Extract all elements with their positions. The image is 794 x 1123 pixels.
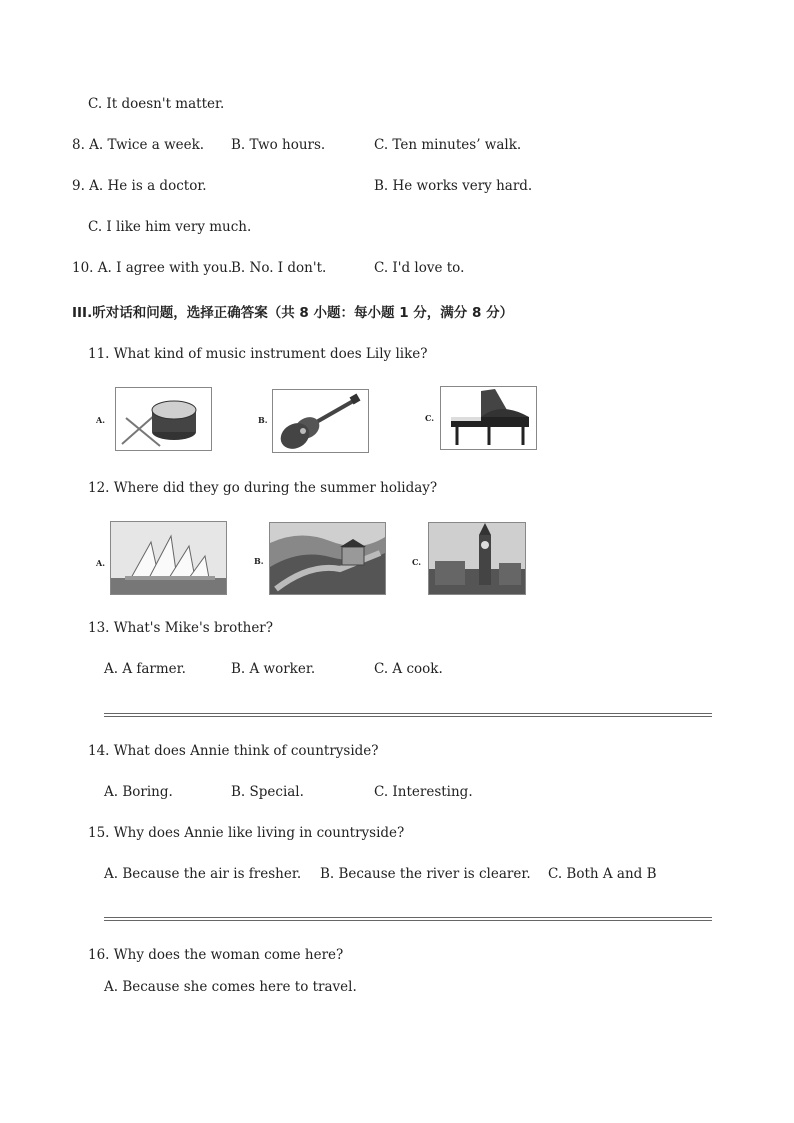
section-title: III.听对话和问题，选择正确答案（共 8 小题：每小题 1 分，满分 8 分）: [72, 305, 514, 321]
q13-option-a: A. A farmer.: [104, 661, 186, 677]
q16-option-a: A. Because she comes here to travel.: [104, 979, 357, 995]
q14-option-a: A. Boring.: [104, 784, 173, 800]
q11-option-a-letter: A.: [96, 415, 105, 425]
q13-option-b: B. A worker.: [231, 661, 316, 677]
q8-option-b: B. Two hours.: [231, 137, 326, 153]
q16-question: 16. Why does the woman come here?: [88, 947, 344, 963]
guitar-icon: [272, 389, 369, 453]
q7-option-c: C. It doesn't matter.: [88, 96, 225, 112]
q14-option-b: B. Special.: [231, 784, 304, 800]
q15-option-a: A. Because the air is fresher.: [104, 866, 302, 882]
q10-option-a: 10. A. I agree with you.: [72, 260, 233, 276]
q11-option-b-letter: B.: [258, 415, 268, 425]
q11-question: 11. What kind of music instrument does Lily like?: [88, 346, 428, 362]
divider-rule: [104, 917, 712, 921]
q14-option-c: C. Interesting.: [374, 784, 473, 800]
big-ben-icon: [428, 522, 526, 595]
divider-rule: [104, 713, 712, 717]
q10-option-c: C. I'd love to.: [374, 260, 465, 276]
q13-option-c: C. A cook.: [374, 661, 443, 677]
q13-question: 13. What's Mike's brother?: [88, 620, 273, 636]
q15-option-c: C. Both A and B: [548, 866, 657, 882]
q10-option-b: B. No. I don't.: [231, 260, 327, 276]
piano-icon: [440, 386, 537, 450]
q15-question: 15. Why does Annie like living in countryside?: [88, 825, 405, 841]
sydney-opera-house-icon: [110, 521, 227, 595]
great-wall-icon: [269, 522, 386, 595]
q9-option-c: C. I like him very much.: [88, 219, 252, 235]
drum-icon: [115, 387, 212, 451]
q8-option-c: C. Ten minutes’ walk.: [374, 137, 522, 153]
q11-option-c-letter: C.: [425, 413, 435, 423]
q12-option-b-letter: B.: [254, 556, 264, 566]
q8-option-a: 8. A. Twice a week.: [72, 137, 205, 153]
q15-option-b: B. Because the river is clearer.: [320, 866, 531, 882]
q12-option-a-letter: A.: [96, 558, 105, 568]
q12-question: 12. Where did they go during the summer holiday?: [88, 480, 438, 496]
q9-option-a: 9. A. He is a doctor.: [72, 178, 207, 194]
q9-option-b: B. He works very hard.: [374, 178, 533, 194]
q14-question: 14. What does Annie think of countryside?: [88, 743, 379, 759]
q12-option-c-letter: C.: [412, 557, 422, 567]
